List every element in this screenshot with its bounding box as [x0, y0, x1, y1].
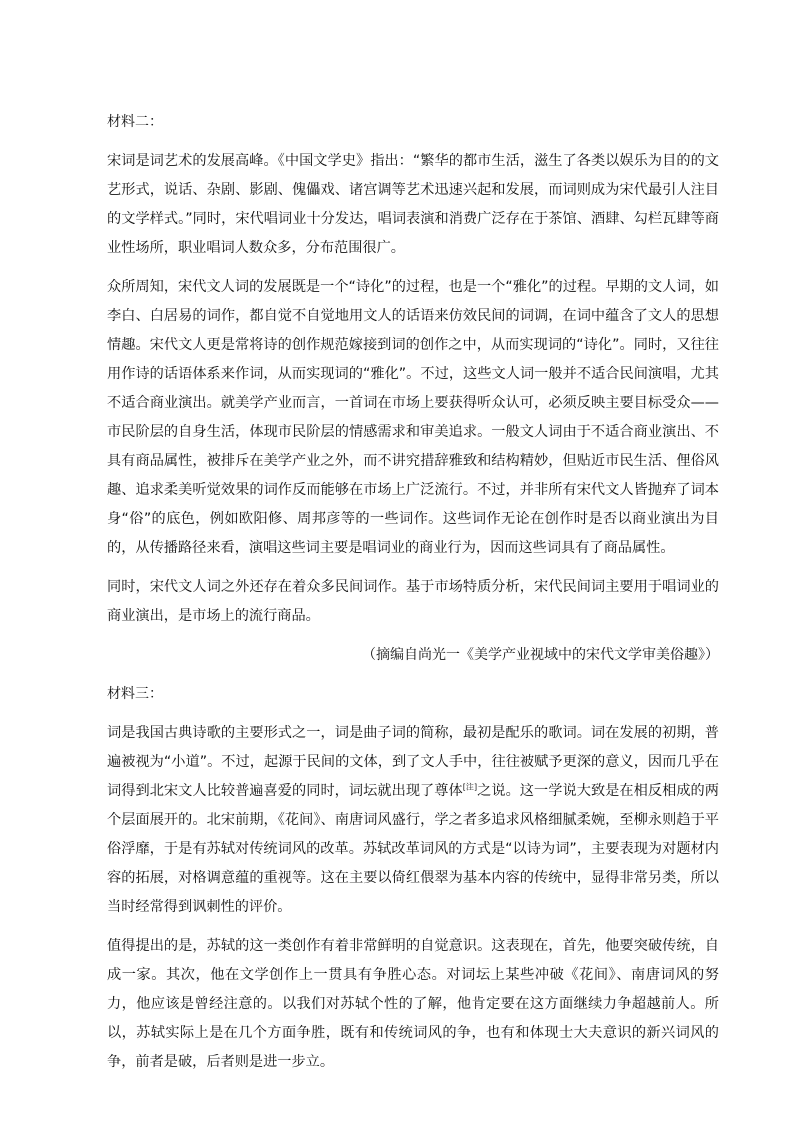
- material-three-paragraph-1-part-2: 之说。这一学说大致是在相反相成的两个层面展开的。北宋前期，《花间》、南唐词风盛行，学之者多追求风格细腻柔婉，至柳永则趋于平俗浮靡，于是有苏轼对传统词风的改革。苏轼改革词风的方式是“以诗为词”，主要表现为对题材内容的拓展，对格调意蕴的重视等。这在主要以倚红偎翠为基本内容的传统中，显得非常另类，所以当时经常得到讽刺性的评价。: [107, 783, 719, 915]
- material-three-paragraph-1: [107, 719, 719, 922]
- material-two-source: （摘编自尚光一《美学产业视域中的宋代文学审美俗趣》）: [362, 647, 719, 663]
- document-page: [107, 108, 719, 1087]
- material-two-paragraph-3: 同时，宋代文人词之外还存在着众多民间词作。基于市场特质分析，宋代民间词主要用于唱词业的商业演出，是市场上的流行商品。: [107, 579, 719, 624]
- material-three-paragraph-2: 值得提出的是，苏轼的这一类创作有着非常鲜明的自觉意识。这表现在，首先，他要突破传统，自成一家。其次，他在文学创作上一贯具有争胜心态。对词坛上某些冲破《花间》、南唐词风的努力，他应该是曾经注意的。以我们对苏轼个性的了解，他肯定要在这方面继续力争超越前人。所以，苏轼实际上是在几个方面争胜，既有和传统词风的争，也有和体现士大夫意识的新兴词风的争，前者是破，后者则是进一步立。: [107, 938, 719, 1070]
- material-two-paragraph-2: 众所周知，宋代文人词的发展既是一个“诗化”的过程，也是一个“雅化”的过程。早期的文人词，如李白、白居易的词作，都自觉不自觉地用文人的话语来仿效民间的词调，在词中蕴含了文人的思想情趣。宋代文人更是常将诗的创作规范嫁接到词的创作之中，从而实现词的“诗化”。同时，又往往用作诗的话语体系来作词，从而实现词的“雅化”。不过，这些文人词一般并不适合民间演唱，尤其不适合商业演出。就美学产业而言，一首词在市场上要获得听众认可，必须反映主要目标受众——市民阶层的自身生活，体现市民阶层的情感需求和审美追求。一般文人词由于不适合商业演出、不具有商品属性，被排斥在美学产业之外，而不讲究措辞雅致和结构精妙，但贴近市民生活、俚俗风趣、追求柔美听觉效果的词作反而能够在市场上广泛流行。不过，并非所有宋代文人皆抛弃了词本身“俗”的底色，例如欧阳修、周邦彦等的一些词作。这些词作无论在创作时是否以商业演出为目的，从传播路径来看，演唱这些词主要是唱词业的商业行为，因而这些词具有了商品属性。: [107, 279, 719, 556]
- material-two-paragraph-1: 宋词是词艺术的发展高峰。《中国文学史》指出：“繁华的都市生活，滋生了各类以娱乐为目的的文艺形式，说话、杂剧、影剧、傀儡戏、诸宫调等艺术迅速兴起和发展，而词则成为宋代最引人注目的文学样式。”同时，宋代唱词业十分发达，唱词表演和消费广泛存在于茶馆、酒肆、勾栏瓦肆等商业性场所，职业唱词人数众多，分布范围很广。: [107, 153, 719, 256]
- material-two-heading: 材料二：: [107, 114, 163, 130]
- material-three-paragraph-1-part-1: 词是我国古典诗歌的主要形式之一，词是曲子词的简称，最初是配乐的歌词。词在发展的初期，普遍被视为“小道”。不过，起源于民间的文体，到了文人手中，往往被赋予更深的意义，因而几乎在词得到北宋文人比较普遍喜爱的同时，词坛就出现了尊体: [107, 725, 719, 799]
- footnote-marker: [注]: [462, 782, 478, 792]
- material-three-heading: 材料三：: [107, 686, 163, 702]
